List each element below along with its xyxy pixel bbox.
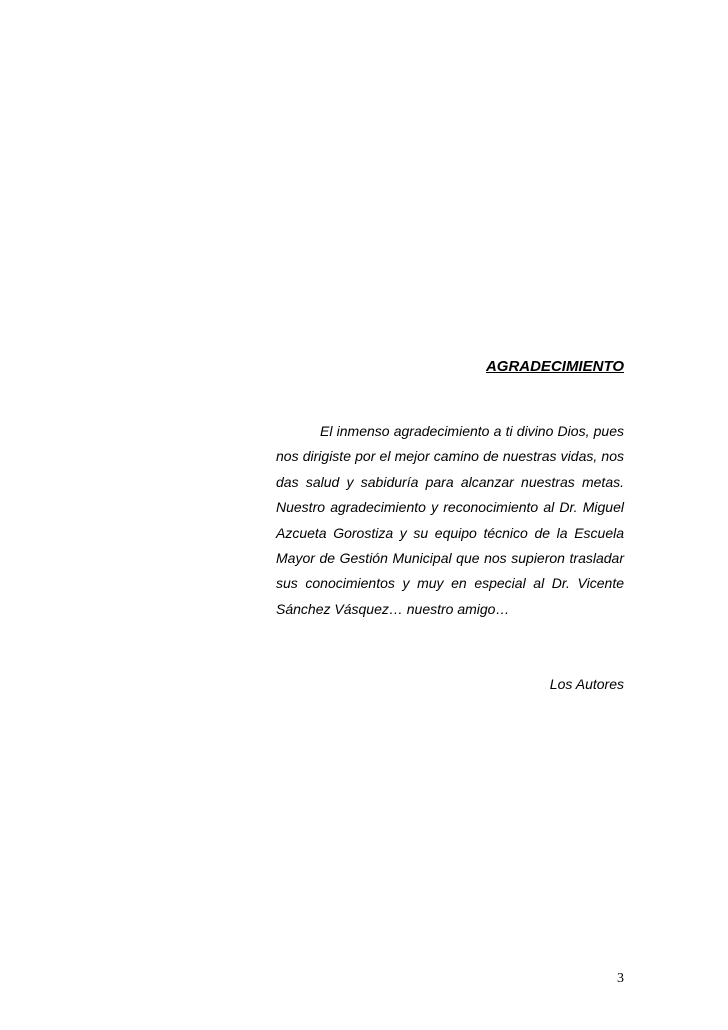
acknowledgement-paragraph: El inmenso agradecimiento a ti divino Dios, pues nos dirigiste por el mejor camino de nuestras vidas, nos das salud y sabiduría para alcanzar nuestras metas. Nuestro agradecimiento y reconocimiento al Dr. Miguel Azcueta Gorostiza y su equipo técnico de la Escuela Mayor de Gestión Municipal que nos supieron trasladar sus conocimientos y muy en especial al Dr. Vicente Sánchez Vásquez… nuestro amigo… xyxy=(276,423,624,617)
signature: Los Autores xyxy=(549,676,624,692)
page-number: 3 xyxy=(617,971,624,986)
page-title: AGRADECIMIENTO xyxy=(485,358,624,375)
